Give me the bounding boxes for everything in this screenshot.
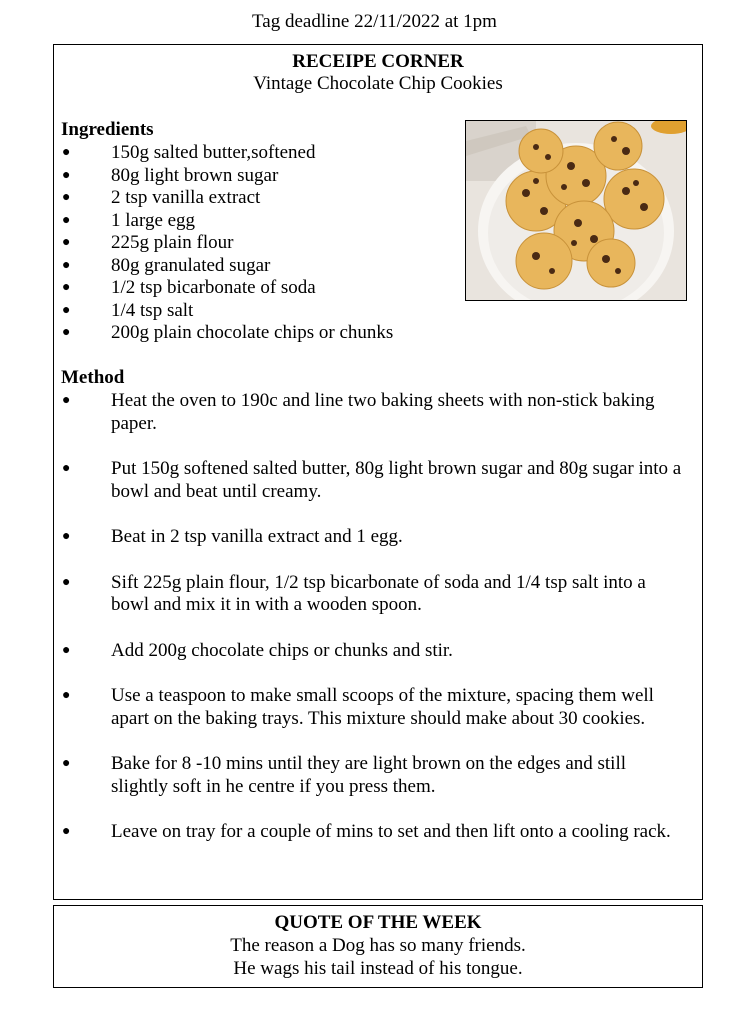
recipe-corner-box (53, 44, 703, 900)
quote-line-2: He wags his tail instead of his tongue. (233, 958, 523, 979)
quote-of-the-week-box (53, 905, 703, 988)
method-step (54, 458, 694, 503)
ingredient-item-text: 200g plain chocolate chips or chunks (111, 322, 394, 343)
method-heading: Method (61, 367, 125, 388)
ingredient-item-text: 150g salted butter,softened (111, 142, 316, 163)
ingredient-item-text: 80g granulated sugar (111, 254, 271, 276)
method-list (54, 390, 694, 867)
bullet-icon: ● (62, 393, 71, 408)
ingredient-item (54, 255, 454, 278)
cookies-photo (465, 120, 687, 301)
method-step (54, 390, 694, 435)
ingredient-item-text: 1/4 tsp salt (111, 299, 194, 321)
method-step (54, 753, 694, 798)
bullet-icon: ● (62, 167, 71, 183)
method-step (54, 821, 694, 844)
recipe-subtitle: Vintage Chocolate Chip Cookies (253, 73, 503, 94)
ingredient-item (54, 165, 454, 188)
method-step-text: Use a teaspoon to make small scoops of the mixture, spacing them well apart on the baking trays. This mixture should make about 30 cookies. (111, 685, 654, 729)
bullet-icon: ● (62, 190, 71, 205)
ingredients-heading: Ingredients (61, 119, 154, 140)
method-step-text: Bake for 8 -10 mins until they are light brown on the edges and still slightly soft in he centre if you press them. (111, 753, 627, 797)
bullet-icon: ● (62, 688, 71, 703)
bullet-icon: ● (62, 280, 71, 295)
ingredient-item-text: 2 tsp vanilla extract (111, 187, 261, 208)
quote-line-1: The reason a Dog has so many friends. (230, 935, 526, 956)
ingredient-item (54, 277, 454, 300)
method-step-text: Beat in 2 tsp vanilla extract and 1 egg. (111, 526, 403, 547)
method-step-text: Leave on tray for a couple of mins to set and then lift onto a cooling rack. (111, 821, 671, 842)
method-step (54, 526, 694, 549)
bullet-icon: ● (62, 529, 71, 544)
bullet-icon: ● (62, 302, 71, 318)
bullet-icon: ● (62, 212, 71, 228)
bullet-icon: ● (62, 642, 71, 658)
ingredient-item (54, 232, 454, 255)
method-step-text: Heat the oven to 190c and line two baking sheets with non-stick baking paper. (111, 390, 655, 434)
quote-title: QUOTE OF THE WEEK (274, 912, 482, 933)
method-step-text: Add 200g chocolate chips or chunks and stir. (111, 639, 453, 661)
bullet-icon: ● (62, 257, 71, 273)
deadline-line: Tag deadline 22/11/2022 at 1pm (252, 11, 497, 32)
method-step (54, 640, 694, 663)
bullet-icon: ● (62, 461, 71, 476)
method-step (54, 685, 694, 730)
recipe-heading (54, 51, 702, 95)
method-step-text: Put 150g softened salted butter, 80g light brown sugar and 80g sugar into a bowl and beat until creamy. (111, 458, 682, 502)
bullet-icon: ● (62, 824, 71, 839)
method-step (54, 572, 694, 617)
ingredients-list (54, 142, 454, 345)
bullet-icon: ● (62, 756, 71, 771)
ingredient-item-text: 1 large egg (111, 209, 196, 231)
bullet-icon: ● (62, 235, 71, 250)
ingredient-item (54, 187, 454, 210)
ingredient-item-text: 1/2 tsp bicarbonate of soda (111, 277, 316, 298)
ingredient-item-text: 80g light brown sugar (111, 164, 279, 186)
method-step-text: Sift 225g plain flour, 1/2 tsp bicarbonate of soda and 1/4 tsp salt into a bowl and mix it in with a wooden spoon. (111, 571, 646, 615)
recipe-title: RECEIPE CORNER (292, 51, 464, 72)
ingredient-item (54, 322, 454, 345)
ingredient-item (54, 210, 454, 233)
ingredient-item (54, 142, 454, 165)
bullet-icon: ● (62, 325, 71, 340)
ingredient-item (54, 300, 454, 323)
cookies-photo-icon (466, 121, 687, 301)
bullet-icon: ● (62, 574, 71, 590)
bullet-icon: ● (62, 145, 71, 160)
ingredient-item-text: 225g plain flour (111, 232, 234, 253)
